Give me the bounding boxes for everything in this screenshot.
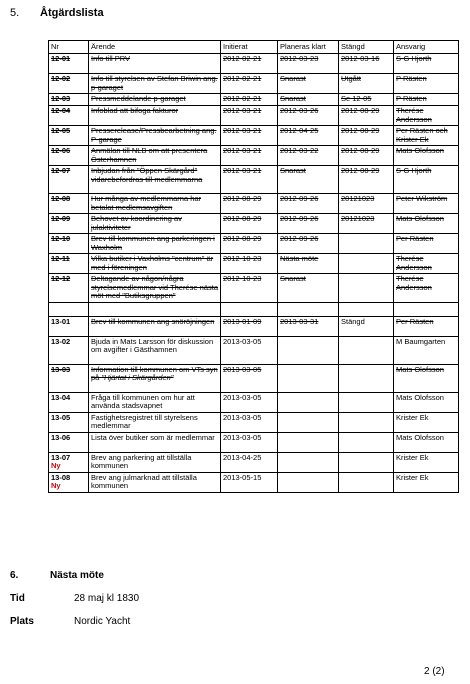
- cell-planeras: 2013-03-31: [278, 316, 339, 336]
- cell-initierat: 2012-03-21: [221, 106, 278, 126]
- action-list-table: [48, 40, 459, 493]
- meeting-place-row: [10, 616, 130, 627]
- table-separator-row: [49, 302, 459, 316]
- cell-arende: [89, 364, 221, 392]
- time-label: Tid: [10, 593, 25, 604]
- cell-planeras: [278, 472, 339, 492]
- cell-arende: Fastighetsregistret till styrelsens medlemmar: [89, 412, 221, 432]
- cell-initierat: 2012-08-29: [221, 214, 278, 234]
- cell-nr: 13-03: [49, 364, 89, 392]
- time-value: 28 maj kl 1830: [74, 593, 140, 604]
- cell-planeras: 2012-04-25: [278, 126, 339, 146]
- cell-ansvarig: Krister Ek: [394, 452, 459, 472]
- cell-arende: Behovet av koordinering av julaktiviteter: [89, 214, 221, 234]
- cell-nr: 12-06: [49, 146, 89, 166]
- section-number: 5.: [10, 7, 20, 19]
- cell-nr-text: 13-08: [51, 472, 71, 482]
- cell-ansvarig: Mats Olofsson: [394, 214, 459, 234]
- place-label: Plats: [10, 616, 34, 627]
- table-row: [49, 146, 459, 166]
- cell-stangd: 2012-08-29: [339, 106, 394, 126]
- page-number: 2 (2): [424, 666, 445, 677]
- cell-stangd: 2012-08-29: [339, 166, 394, 194]
- cell-initierat: 2012-02-21: [221, 54, 278, 74]
- table-row: [49, 452, 459, 472]
- cell-nr: 12-05: [49, 126, 89, 146]
- cell-stangd: Se 12-05: [339, 94, 394, 106]
- cell-initierat: 2013-05-15: [221, 472, 278, 492]
- section-6-heading: [10, 570, 104, 581]
- place-value: Nordic Yacht: [74, 616, 131, 627]
- cell-nr: 12-11: [49, 254, 89, 274]
- cell-arende: Pressmeddelande p-garaget: [89, 94, 221, 106]
- cell-arende: Lista över butiker som är medlemmar: [89, 432, 221, 452]
- header-nr: Nr: [49, 41, 89, 54]
- cell-arende: Vilka butiker i Vaxholms "centrum" är med i föreningen: [89, 254, 221, 274]
- cell-stangd: 2012-08-29: [339, 126, 394, 146]
- cell-initierat: 2013-01-09: [221, 316, 278, 336]
- cell-planeras: 2012-09-26: [278, 214, 339, 234]
- cell-planeras: [278, 336, 339, 364]
- table-row: [49, 74, 459, 94]
- cell-arende: Hur många av medlemmarna har betalat medlemsavgiften: [89, 194, 221, 214]
- cell-stangd: [339, 336, 394, 364]
- cell-ansvarig: Mats Olofsson: [394, 364, 459, 392]
- cell-stangd: [339, 234, 394, 254]
- cell-ansvarig: Mats Olofsson: [394, 432, 459, 452]
- header-stangd: Stängd: [339, 41, 394, 54]
- cell-ansvarig: Per Rästen: [394, 234, 459, 254]
- cell-initierat: 2013-04-25: [221, 452, 278, 472]
- cell-nr: 12-02: [49, 74, 89, 94]
- cell-initierat: 2012-02-21: [221, 74, 278, 94]
- cell-initierat: 2012-10-23: [221, 274, 278, 302]
- cell-planeras: Nästa möte: [278, 254, 339, 274]
- cell-arende: Inbjudan från "Öppen Skärgård" vidarebefordras till medlemmarna: [89, 166, 221, 194]
- table-row: [49, 254, 459, 274]
- cell-arende: Presserelease/Pressbearbetning ang. P-garage: [89, 126, 221, 146]
- cell-arende: Brev ang parkering att tillställa kommunen: [89, 452, 221, 472]
- cell-initierat: 2013-03-05: [221, 336, 278, 364]
- cell-planeras: Snarast: [278, 274, 339, 302]
- cell-ansvarig: M Baumgarten: [394, 336, 459, 364]
- cell-arende: Infoblad att bifoga fakturor: [89, 106, 221, 126]
- cell-stangd: Stängd: [339, 316, 394, 336]
- cell-nr: 12-04: [49, 106, 89, 126]
- cell-ansvarig: P Rästen: [394, 74, 459, 94]
- cell-nr: 13-06: [49, 432, 89, 452]
- table-row: [49, 336, 459, 364]
- table-row: [49, 126, 459, 146]
- cell-arende: Info till styrelsen av Stefan Briwin ang. p-garaget: [89, 74, 221, 94]
- cell-nr: [49, 452, 89, 472]
- cell-planeras: Snarast: [278, 74, 339, 94]
- cell-planeras: 2012-03-22: [278, 146, 339, 166]
- cell-ansvarig: Therése Andersson: [394, 254, 459, 274]
- table-row: [49, 316, 459, 336]
- cell-arende: Deltagande av någon/några styrelsemedlemmar vid Therése nästa möt med "Butiksgruppen": [89, 274, 221, 302]
- table-row: [49, 432, 459, 452]
- cell-stangd: [339, 472, 394, 492]
- table-row: [49, 214, 459, 234]
- cell-nr: 12-09: [49, 214, 89, 234]
- cell-planeras: 2012-03-23: [278, 54, 339, 74]
- table-row: [49, 392, 459, 412]
- cell-arende-quote: "Hjärtat i Skärgården": [101, 373, 174, 383]
- cell-arende: Anmälan till NLB om att presentera Österhamnen: [89, 146, 221, 166]
- cell-initierat: 2012-03-21: [221, 166, 278, 194]
- cell-planeras: 2012-09-26: [278, 194, 339, 214]
- cell-ansvarig: S-G Hjorth: [394, 166, 459, 194]
- cell-stangd: [339, 274, 394, 302]
- cell-arende: Bjuda in Mats Larsson för diskussion om avgifter i Gästhamnen: [89, 336, 221, 364]
- cell-planeras: 2012-03-26: [278, 106, 339, 126]
- table-row: [49, 234, 459, 254]
- header-arende: Ärende: [89, 41, 221, 54]
- cell-stangd: [339, 432, 394, 452]
- cell-initierat: 2012-02-21: [221, 94, 278, 106]
- cell-ansvarig: Mats Olofsson: [394, 146, 459, 166]
- cell-planeras: [278, 392, 339, 412]
- cell-planeras: [278, 452, 339, 472]
- cell-planeras: Snarast: [278, 166, 339, 194]
- section-number: 6.: [10, 570, 19, 581]
- table-header-row: [49, 41, 459, 54]
- cell-nr: [49, 472, 89, 492]
- new-badge: Ny: [51, 481, 61, 491]
- cell-arende: Brev ang julmarknad att tillställa kommunen: [89, 472, 221, 492]
- cell-nr: 12-01: [49, 54, 89, 74]
- section-title: Nästa möte: [50, 570, 104, 581]
- cell-initierat: 2013-03-05: [221, 392, 278, 412]
- cell-arende: Info till PRV: [89, 54, 221, 74]
- cell-ansvarig: Per Rästen och Krister Ek: [394, 126, 459, 146]
- table-row: [49, 194, 459, 214]
- cell-stangd: [339, 392, 394, 412]
- cell-nr: 13-02: [49, 336, 89, 364]
- cell-nr: 12-07: [49, 166, 89, 194]
- header-initierat: Initierat: [221, 41, 278, 54]
- cell-ansvarig: Therése Andersson: [394, 106, 459, 126]
- cell-ansvarig: Per Rästen: [394, 316, 459, 336]
- header-planeras-klart: Planeras klart: [278, 41, 339, 54]
- cell-planeras: 2012-09-26: [278, 234, 339, 254]
- cell-ansvarig: S-G Hjorth: [394, 54, 459, 74]
- table-row: [49, 166, 459, 194]
- cell-initierat: 2012-08-29: [221, 194, 278, 214]
- cell-ansvarig: Peter Wikström: [394, 194, 459, 214]
- cell-initierat: 2013-03-05: [221, 432, 278, 452]
- cell-ansvarig: Therése Andersson: [394, 274, 459, 302]
- cell-stangd: 2012-03-16: [339, 54, 394, 74]
- table-row: [49, 106, 459, 126]
- cell-stangd: 20121023: [339, 194, 394, 214]
- cell-planeras: Snarast: [278, 94, 339, 106]
- new-badge: Ny: [51, 461, 61, 471]
- header-ansvarig: Ansvarig: [394, 41, 459, 54]
- cell-initierat: 2012-03-21: [221, 126, 278, 146]
- cell-initierat: 2012-08-29: [221, 234, 278, 254]
- cell-arende-text: Information till kommunen om VTs syn på: [91, 364, 218, 383]
- cell-arende: Brev till kommunen ang snöröjningen: [89, 316, 221, 336]
- section-title: Åtgärdslista: [40, 7, 104, 19]
- cell-arende: Brev till kommunen ang parkeringen i Waxholm: [89, 234, 221, 254]
- table-row: [49, 274, 459, 302]
- cell-initierat: 2013-03-05: [221, 412, 278, 432]
- cell-nr: 13-05: [49, 412, 89, 432]
- table-row: [49, 364, 459, 392]
- cell-nr: 12-10: [49, 234, 89, 254]
- cell-ansvarig: Krister Ek: [394, 472, 459, 492]
- cell-stangd: [339, 364, 394, 392]
- cell-stangd: [339, 412, 394, 432]
- cell-stangd: 2012-08-29: [339, 146, 394, 166]
- cell-stangd: Utgått: [339, 74, 394, 94]
- cell-initierat: 2012-03-21: [221, 146, 278, 166]
- table-row: [49, 472, 459, 492]
- cell-initierat: 2013-03-05: [221, 364, 278, 392]
- table-row: [49, 412, 459, 432]
- cell-ansvarig: P Rästen: [394, 94, 459, 106]
- cell-stangd: [339, 452, 394, 472]
- cell-initierat: 2012-10-23: [221, 254, 278, 274]
- meeting-time-row: [10, 593, 139, 604]
- cell-ansvarig: Krister Ek: [394, 412, 459, 432]
- cell-nr: 12-08: [49, 194, 89, 214]
- cell-planeras: [278, 432, 339, 452]
- cell-stangd: [339, 254, 394, 274]
- cell-nr: 12-12: [49, 274, 89, 302]
- cell-nr: 12-03: [49, 94, 89, 106]
- cell-nr: 13-01: [49, 316, 89, 336]
- cell-nr-text: 13-07: [51, 452, 71, 462]
- cell-nr: 13-04: [49, 392, 89, 412]
- table-row: [49, 54, 459, 74]
- table-row: [49, 94, 459, 106]
- cell-planeras: [278, 412, 339, 432]
- cell-planeras: [278, 364, 339, 392]
- cell-arende: Fråga till kommunen om hur att använda stadsvapnet: [89, 392, 221, 412]
- section-5-heading: [10, 7, 104, 19]
- cell-stangd: 20121023: [339, 214, 394, 234]
- cell-ansvarig: Mats Olofsson: [394, 392, 459, 412]
